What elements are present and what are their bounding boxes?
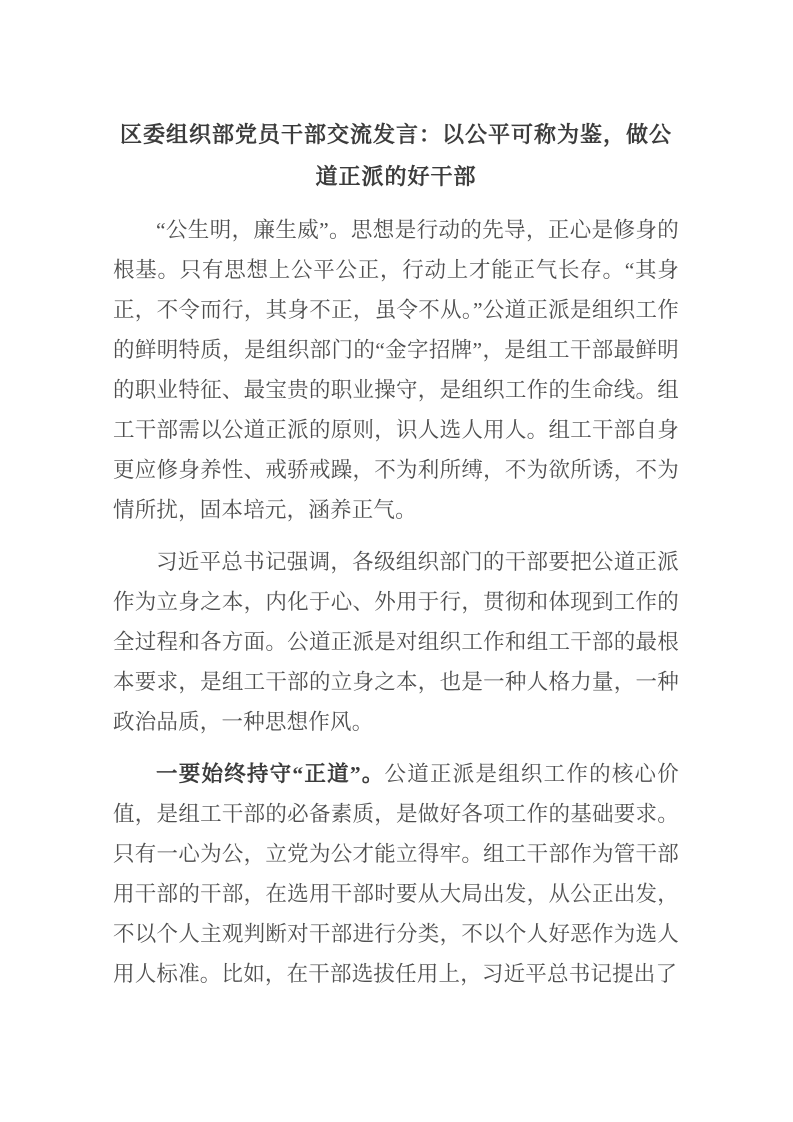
paragraph-lead: 一要始终持守“正道”。 [156,762,385,786]
document-body [113,210,679,994]
paragraph: 习近平总书记强调，各级组织部门的干部要把公道正派作为立身之本，内化于心、外用于行，贯彻和体现到工作的全过程和各方面。公道正派是对组织工作和组工干部的最根本要求，是组工干部的立身之本，也是一种人格力量，一种政治品质，一种思想作风。 [113,550,679,734]
document-title: 区委组织部党员干部交流发言：以公平可称为鉴，做公道正派的好干部 [119,122,672,189]
paragraph: “公生明，廉生威”。思想是行动的先导，正心是修身的根基。只有思想上公平公正，行动上才能正气长存。“其身正，不令而行，其身不正，虽令不从。”公道正派是组织工作的鲜明特质，是组织部门的“金字招牌”，是组工干部最鲜明的职业特征、最宝贵的职业操守，是组织工作的生命线。组工干部需以公道正派的原则，识人选人用人。组工干部自身更应修身养性、戒骄戒躁，不为利所缚，不为欲所诱，不为情所扰，固本培元，涵养正气。 [113,218,679,522]
paragraph: 一要始终持守“正道”。公道正派是组织工作的核心价值，是组工干部的必备素质，是做好各项工作的基础要求。只有一心为公，立党为公才能立得牢。组工干部作为管干部用干部的干部，在选用干部时要从大局出发，从公正出发，不以个人主观判断对干部进行分类，不以个人好恶作为选人用人标准。比如，在干部选拔任用上，习近平总书记提出了 [113,762,679,986]
